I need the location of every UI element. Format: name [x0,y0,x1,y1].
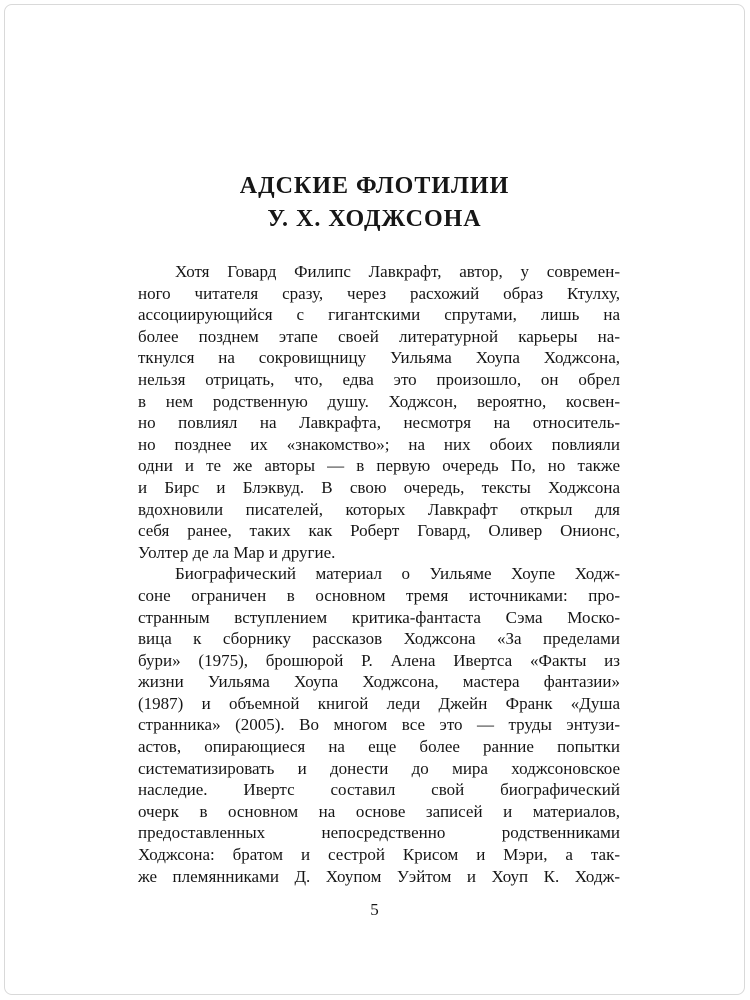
text-line: Ходжсона: братом и сестрой Крисом и Мэри, а так- [138,845,620,865]
text-line: астов, опирающиеся на еще более ранние попытки [138,737,620,757]
chapter-title [5,170,744,236]
text-line: Биографический материал о Уильяме Хоупе Ходж- [175,564,620,584]
text-line: странника» (2005). Во многом все это — труды энтузи- [138,715,620,735]
text-line: очерк в основном на основе записей и материалов, [138,801,620,821]
text-line: но позднее их «знакомство»; на них обоих повлияли [138,434,620,454]
text-line: жизни Уильяма Хоупа Ходжсона, мастера фантазии» [138,672,620,692]
chapter-title-line-2: У. Х. ХОДЖСОНА [267,206,482,232]
text-line: бури» (1975), брошюрой Р. Алена Ивертса «Факты из [138,650,620,670]
text-line: ткнулся на сокровищницу Уильяма Хоупа Ходжсона, [138,348,620,368]
text-line: же племянниками Д. Хоупом Уэйтом и Хоуп К. Ходж- [138,866,620,886]
text-line: и Бирс и Блэквуд. В свою очередь, тексты Ходжсона [138,477,620,497]
text-line: вица к сборнику рассказов Ходжсона «За пределами [138,629,620,649]
text-line: систематизировать и донести до мира ходжсоновское [138,758,620,778]
text-line: (1987) и объемной книгой леди Джейн Франк «Душа [138,693,620,713]
text-line: более позднем этапе своей литературной карьеры на- [138,326,620,346]
text-line: в нем родственную душу. Ходжсон, вероятно, косвен- [138,391,620,411]
page-number: 5 [370,900,379,919]
text-line: ного читателя сразу, через расхожий образ Ктулху, [138,283,620,303]
text-line: но повлиял на Лавкрафта, несмотря на относитель- [138,413,620,433]
text-line: предоставленных непосредственно родственниками [138,823,620,843]
paragraph [138,563,620,887]
text-block [138,261,620,887]
text-line: себя ранее, таких как Роберт Говард, Оливер Онионс, [138,521,620,541]
book-page [4,4,745,995]
text-line: Уолтер де ла Мар и другие. [138,542,336,562]
text-line: соне ограничен в основном тремя источниками: про- [138,585,620,605]
text-line: странным вступлением критика-фантаста Сэма Моско- [138,607,620,627]
text-line: ассоциирующийся с гигантскими спрутами, лишь на [138,305,620,325]
paragraph [138,261,620,563]
text-line: Хотя Говард Филипс Лавкрафт, автор, у современ- [175,262,620,281]
text-line: наследие. Ивертс составил свой биографический [138,780,620,800]
chapter-title-line-1: АДСКИЕ ФЛОТИЛИИ [239,173,510,199]
text-line: нельзя отрицать, что, едва это произошло, он обрел [138,369,620,389]
text-line: одни и те же авторы — в первую очередь По, но также [138,456,620,476]
text-line: вдохновили писателей, которых Лавкрафт открыл для [138,499,620,519]
